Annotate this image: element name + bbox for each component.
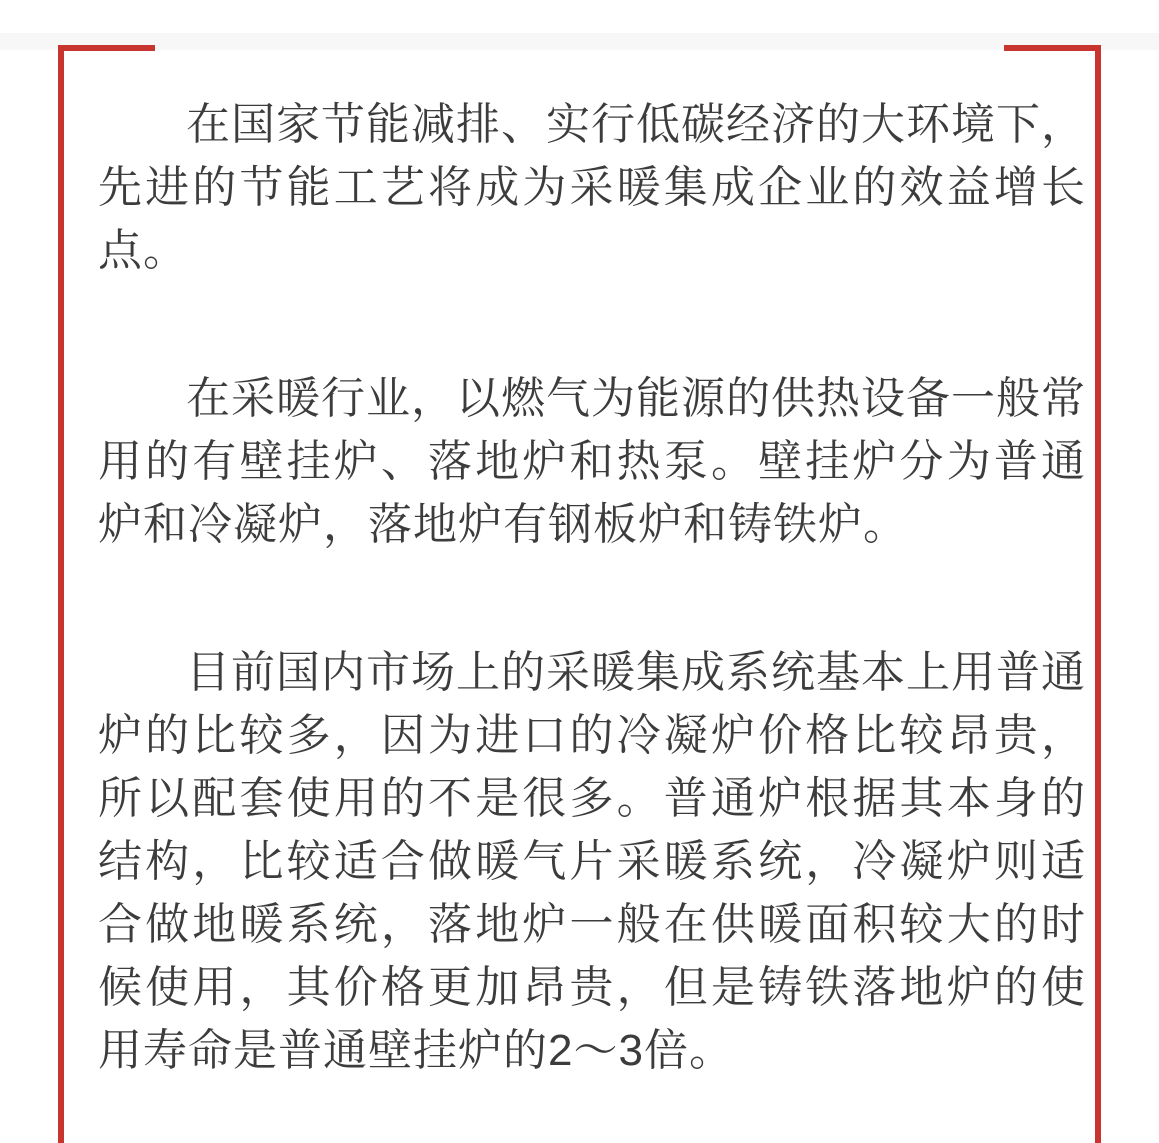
frame-left-line bbox=[58, 45, 64, 1143]
article-body bbox=[98, 93, 1086, 1082]
frame-top-left-corner bbox=[58, 45, 155, 51]
paragraph-market-analysis: 目前国内市场上的采暖集成系统基本上用普通炉的比较多，因为进口的冷凝炉价格比较昂贵，所以配套使用的不是很多。普通炉根据其本身的结构，比较适合做暖气片采暖系统，冷凝炉则适合做地暖系统，落地炉一般在供暖面积较大的时候使用，其价格更加昂贵，但是铸铁落地炉的使用寿命是普通壁挂炉的2～3倍。 bbox=[98, 648, 1086, 1075]
paragraph-equipment-types: 在采暖行业，以燃气为能源的供热设备一般常用的有壁挂炉、落地炉和热泵。壁挂炉分为普通炉和冷凝炉，落地炉有钢板炉和铸铁炉。 bbox=[98, 374, 1086, 549]
page-top-divider bbox=[0, 33, 1159, 50]
frame-top-right-corner bbox=[1004, 45, 1101, 51]
paragraph-intro: 在国家节能减排、实行低碳经济的大环境下，先进的节能工艺将成为采暖集成企业的效益增长点。 bbox=[98, 100, 1086, 275]
frame-right-line bbox=[1095, 45, 1101, 1143]
